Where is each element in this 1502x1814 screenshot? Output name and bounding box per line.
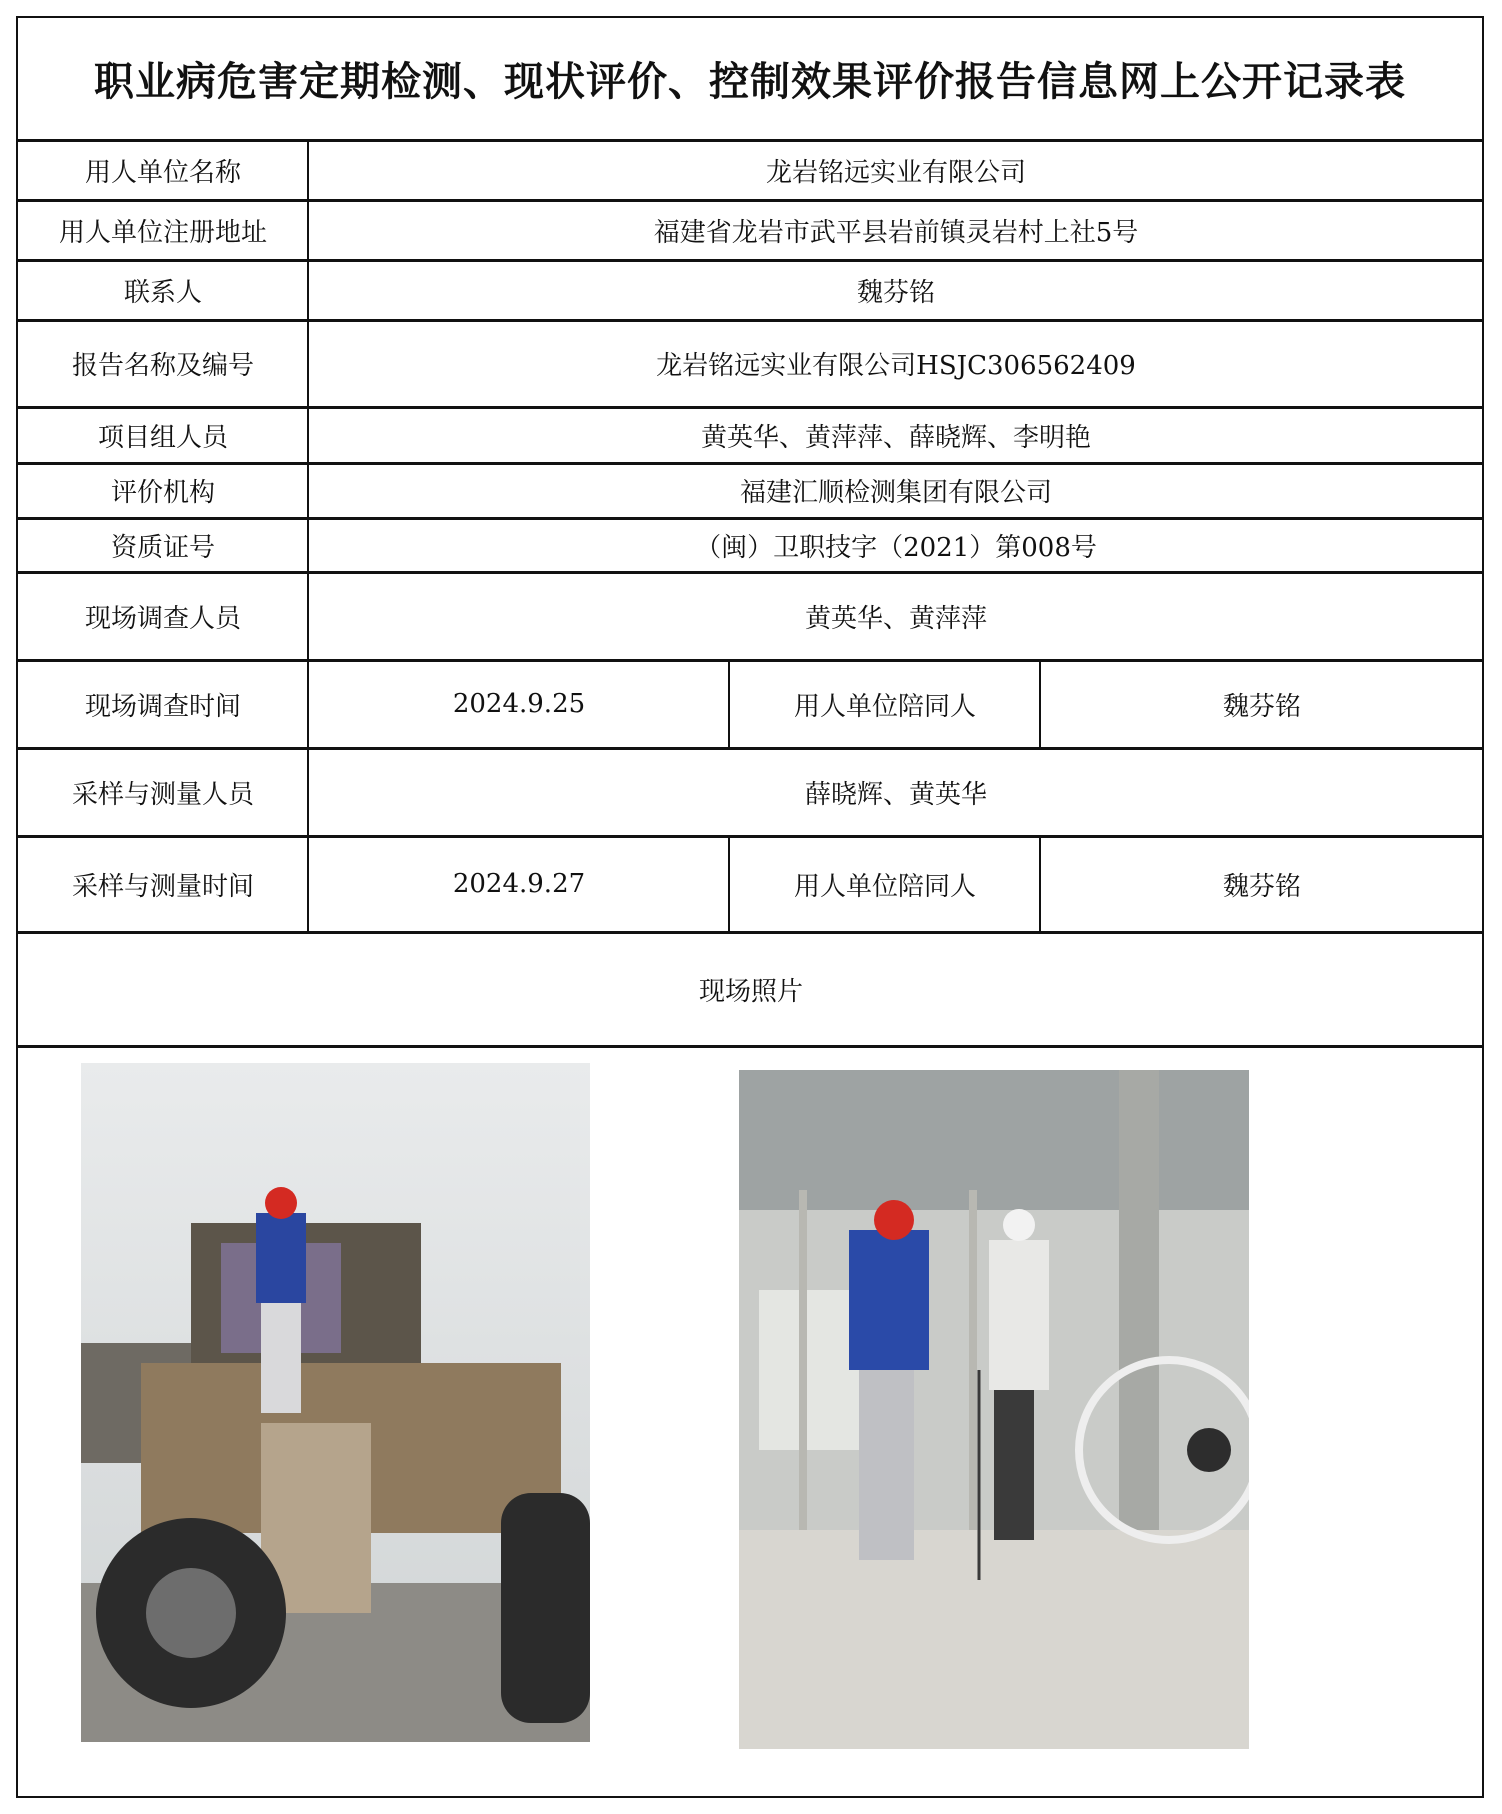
report-value: 龙岩铭远实业有限公司HSJC306562409 <box>656 351 1136 381</box>
survey-companion-label: 用人单位陪同人 <box>793 691 976 722</box>
photos-label: 现场照片 <box>698 976 803 1007</box>
employer-address-label: 用人单位注册地址 <box>58 217 267 248</box>
employer-address-value: 福建省龙岩市武平县岩前镇灵岩村上社5号 <box>653 217 1139 248</box>
survey-time-value: 2024.9.25 <box>452 689 586 719</box>
project-team-value: 黄英华、黄萍萍、薛晓辉、李明艳 <box>700 422 1091 453</box>
survey-companion-value: 魏芬铭 <box>1222 691 1301 722</box>
site-photo-loader <box>81 1063 590 1742</box>
sampling-staff-value: 薛晓辉、黄英华 <box>804 779 987 810</box>
divider <box>16 1045 1484 1048</box>
employer-name-value: 龙岩铭远实业有限公司 <box>765 157 1026 188</box>
survey-time-label: 现场调查时间 <box>84 691 241 722</box>
contact-label: 联系人 <box>123 277 202 308</box>
agency-value: 福建汇顺检测集团有限公司 <box>739 478 1052 508</box>
report-label: 报告名称及编号 <box>71 351 254 381</box>
page-title: 职业病危害定期检测、现状评价、控制效果评价报告信息网上公开记录表 <box>94 57 1406 105</box>
survey-staff-value: 黄英华、黄萍萍 <box>804 603 987 634</box>
certificate-value: （闽）卫职技字（2021）第008号 <box>695 532 1097 563</box>
sampling-companion-label: 用人单位陪同人 <box>793 871 976 902</box>
sampling-companion-value: 魏芬铭 <box>1222 871 1301 902</box>
certificate-label: 资质证号 <box>110 532 215 563</box>
sampling-staff-label: 采样与测量人员 <box>71 779 254 810</box>
contact-value: 魏芬铭 <box>856 277 935 308</box>
survey-staff-label: 现场调查人员 <box>84 603 241 634</box>
sampling-time-value: 2024.9.27 <box>452 869 586 899</box>
employer-name-label: 用人单位名称 <box>84 157 241 188</box>
site-photo-sampling <box>739 1070 1249 1749</box>
sampling-time-label: 采样与测量时间 <box>71 871 254 902</box>
project-team-label: 项目组人员 <box>97 422 228 453</box>
agency-label: 评价机构 <box>110 478 215 508</box>
